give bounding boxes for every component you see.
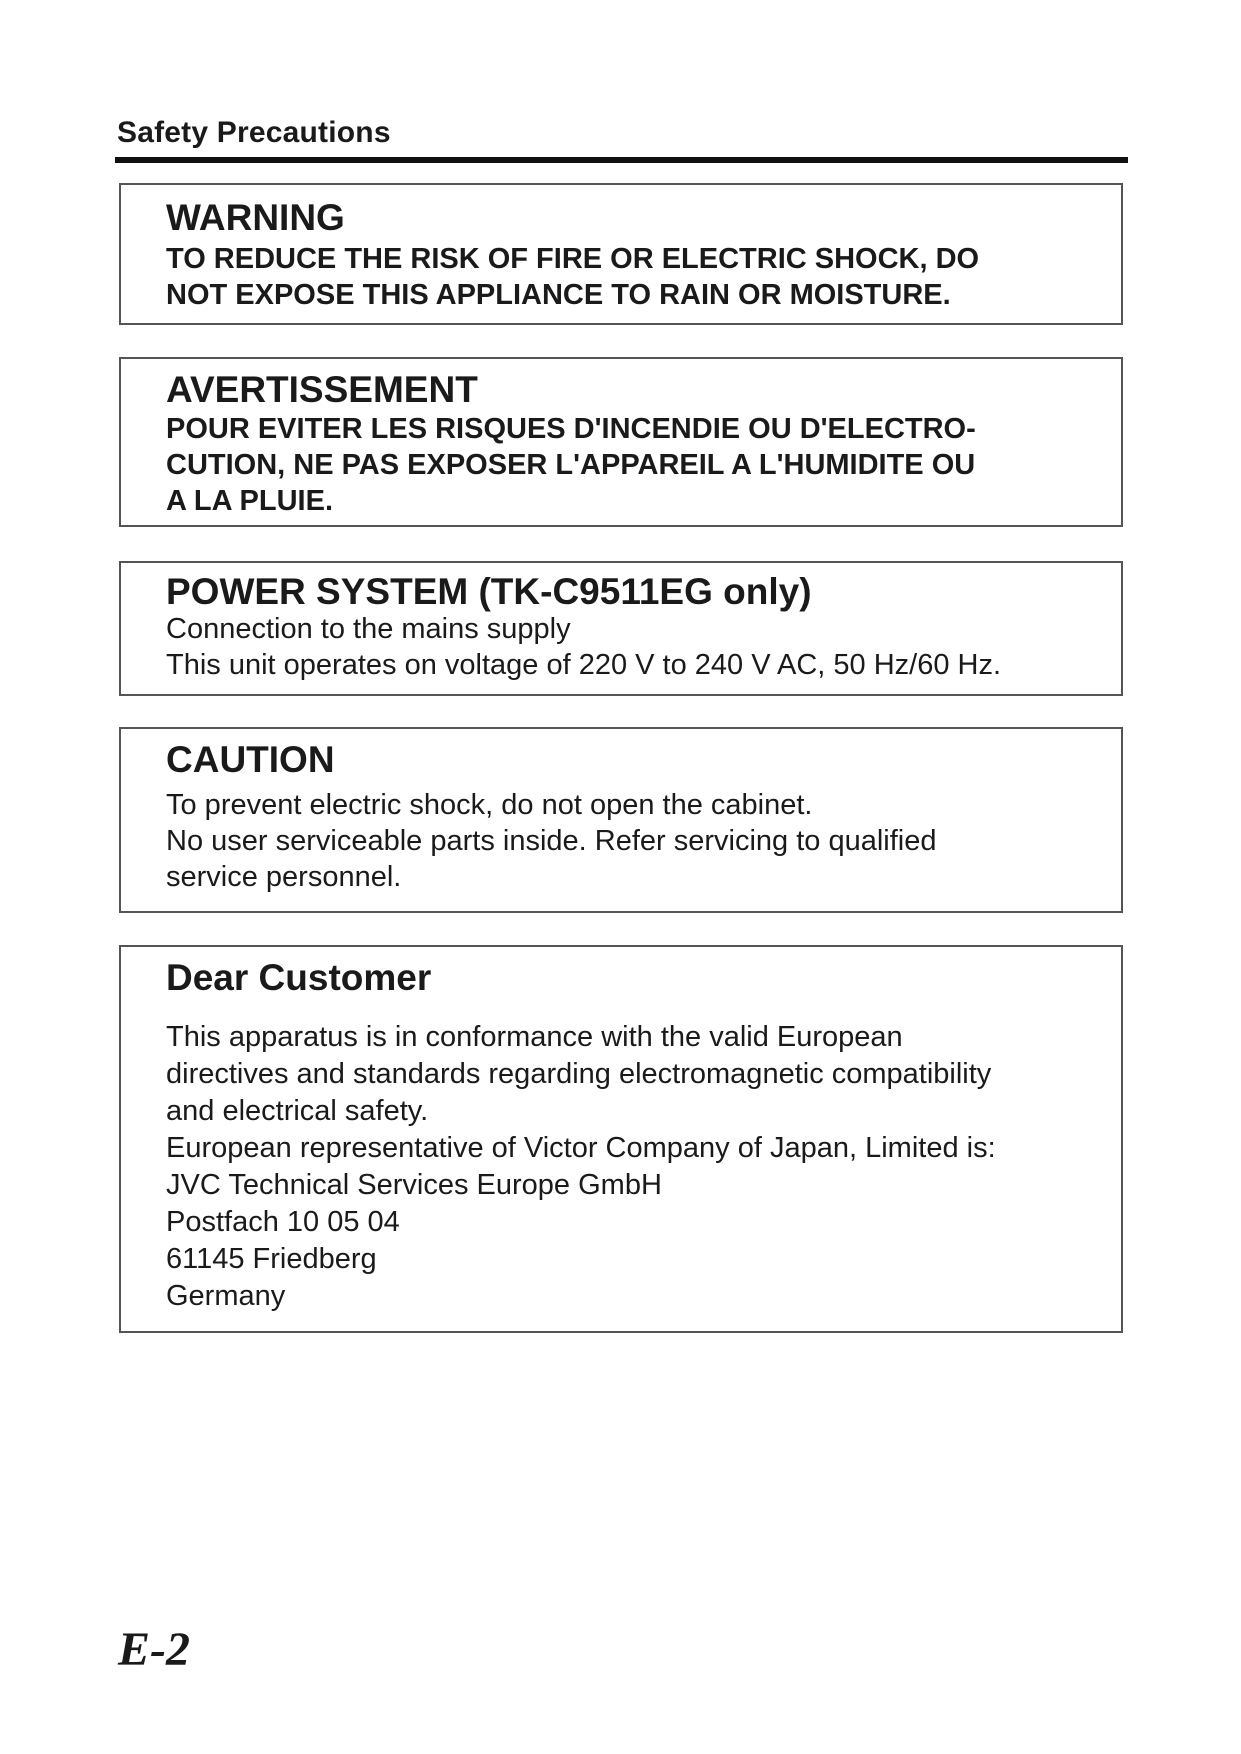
dear-customer-line-5: JVC Technical Services Europe GmbH	[166, 1169, 662, 1201]
avertissement-box	[119, 357, 1123, 527]
dear-customer-box	[119, 945, 1123, 1333]
avertissement-line-2: CUTION, NE PAS EXPOSER L'APPAREIL A L'HUMIDITE OU	[166, 449, 976, 481]
caution-line-3: service personnel.	[166, 861, 402, 893]
dear-customer-line-2: directives and standards regarding electromagnetic compatibility	[166, 1058, 992, 1090]
power-system-box	[119, 561, 1123, 696]
dear-customer-line-1: This apparatus is in conformance with the valid European	[166, 1021, 903, 1053]
header-rule	[115, 157, 1128, 163]
page-number: E-2	[118, 1623, 190, 1676]
dear-customer-line-6: Postfach 10 05 04	[166, 1206, 400, 1238]
power-system-line-2: This unit operates on voltage of 220 V to 240 V AC, 50 Hz/60 Hz.	[166, 649, 1002, 681]
dear-customer-line-4: European representative of Victor Company of Japan, Limited is:	[166, 1132, 996, 1164]
power-system-heading: POWER SYSTEM (TK-C9511EG only)	[166, 571, 812, 612]
warning-line-2: NOT EXPOSE THIS APPLIANCE TO RAIN OR MOISTURE.	[166, 279, 951, 311]
warning-heading: WARNING	[166, 197, 345, 238]
warning-box	[119, 183, 1123, 325]
avertissement-line-3: A LA PLUIE.	[166, 485, 334, 517]
dear-customer-line-3: and electrical safety.	[166, 1095, 429, 1127]
caution-box	[119, 727, 1123, 913]
caution-line-2: No user serviceable parts inside. Refer servicing to qualified	[166, 825, 937, 857]
section-title: Safety Precautions	[117, 116, 391, 149]
warning-line-1: TO REDUCE THE RISK OF FIRE OR ELECTRIC SHOCK, DO	[166, 243, 980, 275]
power-system-line-1: Connection to the mains supply	[166, 613, 571, 645]
dear-customer-heading: Dear Customer	[166, 957, 432, 998]
caution-heading: CAUTION	[166, 739, 335, 780]
avertissement-heading: AVERTISSEMENT	[166, 369, 478, 410]
dear-customer-line-7: 61145 Friedberg	[166, 1243, 377, 1275]
avertissement-line-1: POUR EVITER LES RISQUES D'INCENDIE OU D'ELECTRO-	[166, 413, 976, 445]
dear-customer-line-8: Germany	[166, 1280, 286, 1312]
caution-line-1: To prevent electric shock, do not open the cabinet.	[166, 789, 813, 821]
